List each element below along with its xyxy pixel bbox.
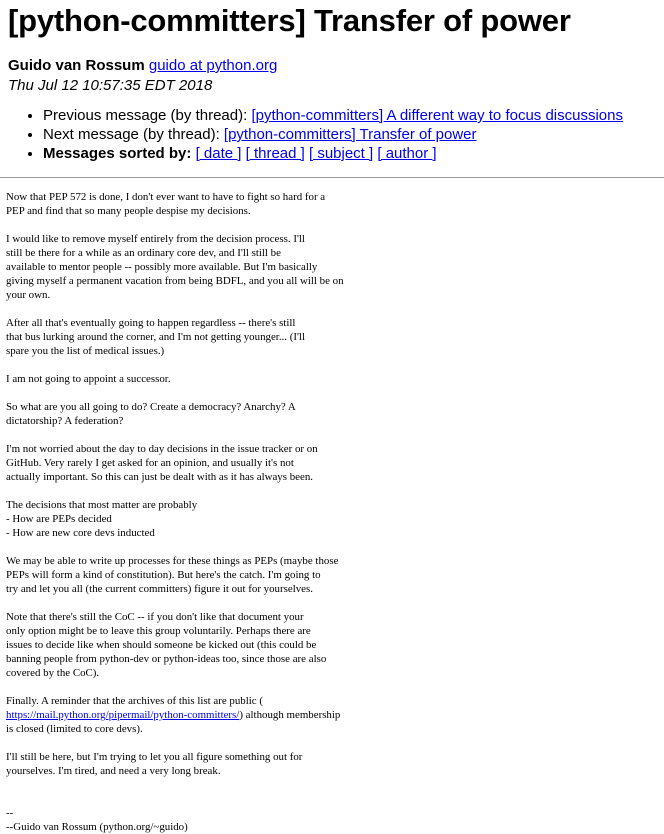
message-line (6, 386, 656, 400)
message-line: dictatorship? A federation? (6, 415, 124, 427)
message-line: -- (6, 807, 14, 819)
message-line: giving myself a permanent vacation from being BDFL, and you all will be on (6, 275, 344, 287)
sorted-by-label: Messages sorted by: (43, 145, 192, 162)
message-line: Note that there's still the CoC -- if you don't like that document your (6, 611, 304, 623)
message-line: spare you the list of medical issues.) (6, 345, 165, 357)
message-line (6, 792, 656, 806)
next-message-label: Next message (by thread): (43, 126, 224, 143)
message-line (6, 358, 656, 372)
message-line: available to mentor people -- possibly more available. But I'm basically (6, 261, 318, 273)
next-message-link[interactable]: [python-committers] Transfer of power (223, 126, 477, 143)
message-line: - How are new core devs inducted (6, 527, 155, 539)
message-line: banning people from python-dev or python-ideas too, since those are also (6, 653, 327, 665)
message-line: PEP and find that so many people despise my decisions. (6, 205, 251, 217)
message-line: that bus lurking around the corner, and I'm not getting younger... (I'll (6, 331, 305, 343)
sort-by-author-link[interactable]: [ author ] (377, 145, 437, 162)
message-body-lines (6, 190, 656, 708)
message-line: issues to decide like when should someone be kicked out (this could be (6, 639, 317, 651)
next-message-item (43, 125, 656, 144)
message-line: I'll still be here, but I'm trying to let you all figure something out for (6, 751, 303, 763)
previous-message-label: Previous message (by thread): (43, 107, 252, 124)
message-line: your own. (6, 289, 51, 301)
message-line: only option might be to leave this group voluntarily. Perhaps there are (6, 625, 311, 637)
page-title: [python-committers] Transfer of power (8, 3, 571, 38)
message-line (6, 218, 656, 232)
message-line: covered by the CoC). (6, 667, 100, 679)
previous-message-item (43, 106, 656, 125)
message-line (6, 540, 656, 554)
thread-navigation (8, 106, 656, 163)
message-line: - How are PEPs decided (6, 513, 112, 525)
message-date: Thu Jul 12 10:57:35 EDT 2018 (8, 77, 213, 94)
message-body (6, 190, 656, 834)
message-line: So what are you all going to do? Create a democracy? Anarchy? A (6, 401, 296, 413)
message-line (6, 596, 656, 610)
message-line (6, 736, 656, 750)
message-line: is closed (limited to core devs). (6, 723, 143, 735)
message-line: still be there for a while as an ordinary core dev, and I'll still be (6, 247, 281, 259)
message-line: Finally. A reminder that the archives of this list are public ( (6, 695, 263, 707)
message-line: PEPs will form a kind of constitution). But here's the catch. I'm going to (6, 569, 321, 581)
message-line (6, 302, 656, 316)
message-line: try and let you all (the current committers) figure it out for yourselves. (6, 583, 313, 595)
message-line: Now that PEP 572 is done, I don't ever want to have to fight so hard for a (6, 191, 326, 203)
header-divider (0, 177, 664, 178)
archive-link-suffix: ) although membership (239, 709, 341, 721)
archive-link[interactable]: https://mail.python.org/pipermail/python-committers/ (6, 709, 240, 721)
message-line (6, 428, 656, 442)
message-line: The decisions that most matter are probably (6, 499, 198, 511)
message-line: actually important. So this can just be dealt with as it has always been. (6, 471, 313, 483)
message-body-lines-after (6, 722, 656, 834)
message-line (6, 484, 656, 498)
sort-by-subject-link[interactable]: [ subject ] (308, 145, 374, 162)
message-meta (8, 56, 656, 96)
message-line: I'm not worried about the day to day decisions in the issue tracker or on (6, 443, 318, 455)
message-line: We may be able to write up processes for these things as PEPs (maybe those (6, 555, 339, 567)
message-line: --Guido van Rossum (python.org/~guido) (6, 821, 188, 833)
message-line: I am not going to appoint a successor. (6, 373, 171, 385)
author-name: Guido van Rossum (8, 57, 145, 74)
previous-message-link[interactable]: [python-committers] A different way to focus discussions (251, 107, 623, 124)
message-line: GitHub. Very rarely I get asked for an opinion, and usually it's not (6, 457, 294, 469)
author-email-link[interactable]: guido at python.org (148, 57, 278, 74)
sort-options-item (43, 144, 656, 163)
sort-by-date-link[interactable]: [ date ] (195, 145, 242, 162)
message-line: I would like to remove myself entirely from the decision process. I'll (6, 233, 305, 245)
sort-by-thread-link[interactable]: [ thread ] (245, 145, 305, 162)
message-line (6, 778, 656, 792)
message-line: After all that's eventually going to happen regardless -- there's still (6, 317, 296, 329)
message-line: yourselves. I'm tired, and need a very long break. (6, 765, 221, 777)
message-line (6, 680, 656, 694)
archive-reference-line (6, 708, 656, 722)
